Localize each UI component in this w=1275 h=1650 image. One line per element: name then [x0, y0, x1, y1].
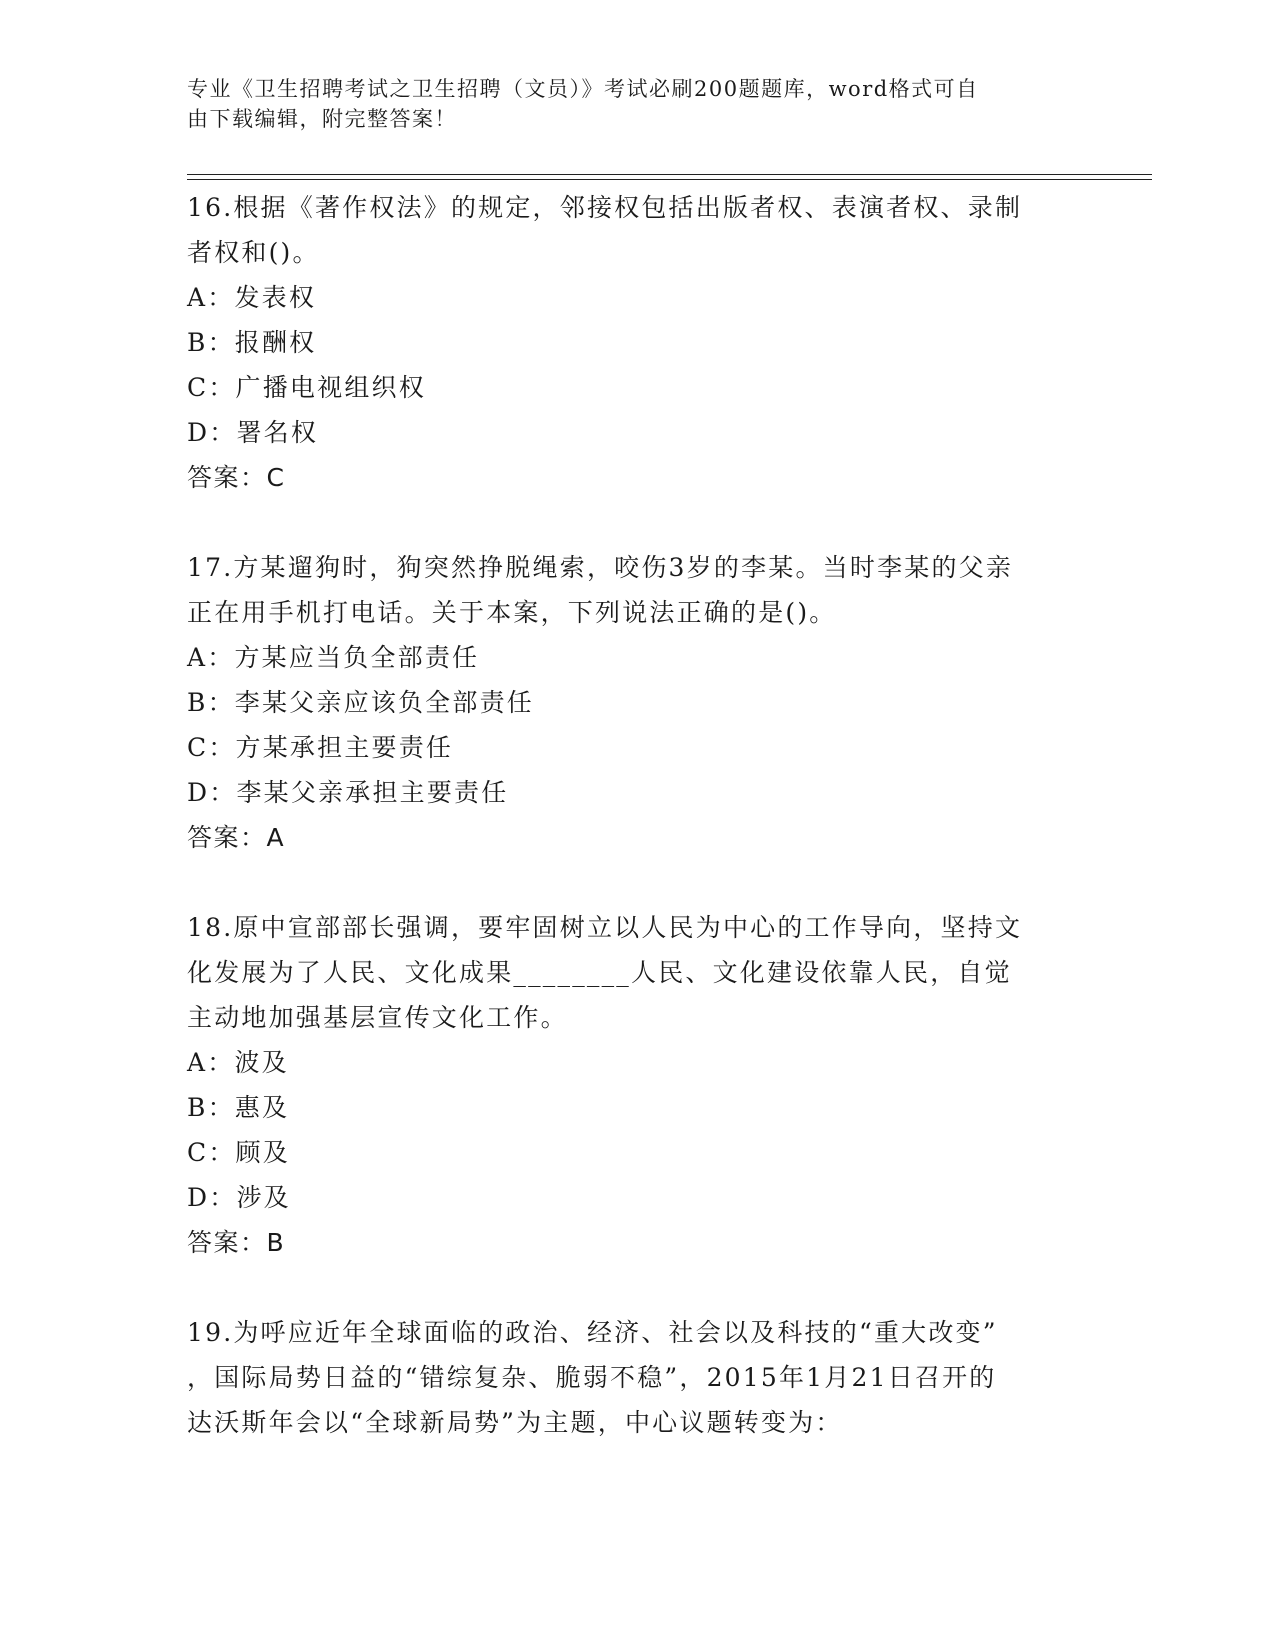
option-a: A：波及 [187, 1048, 289, 1077]
option-c: C：方某承担主要责任 [187, 733, 454, 762]
stem-line: 18.原中宣部部长强调，要牢固树立以人民为中心的工作导向，坚持文 [187, 913, 1023, 942]
question-19 [187, 1310, 1087, 1445]
question-stem [187, 1310, 1087, 1445]
stem-line: 主动地加强基层宣传文化工作。 [187, 1003, 568, 1032]
question-stem [187, 545, 1087, 635]
question-16 [187, 185, 1087, 501]
option-a: A：发表权 [187, 283, 317, 312]
question-stem [187, 185, 1087, 275]
option-a: A：方某应当负全部责任 [187, 643, 480, 672]
question-stem [187, 905, 1087, 1040]
option-b: B：李某父亲应该负全部责任 [187, 688, 534, 717]
stem-line: 者权和()。 [187, 238, 320, 267]
option-b: B：报酬权 [187, 328, 317, 357]
option-b: B：惠及 [187, 1093, 290, 1122]
stem-line: ，国际局势日益的“错综复杂、脆弱不稳”，2015年1月21日召开的 [187, 1363, 997, 1392]
document-header [187, 74, 1067, 134]
answer: 答案：C [187, 463, 286, 492]
option-c: C：顾及 [187, 1138, 290, 1167]
stem-line: 16.根据《著作权法》的规定，邻接权包括出版者权、表演者权、录制 [187, 193, 1023, 222]
header-rule-bottom [187, 179, 1152, 180]
option-d: D：李某父亲承担主要责任 [187, 778, 509, 807]
stem-line: 19.为呼应近年全球面临的政治、经济、社会以及科技的“重大改变” [187, 1318, 998, 1347]
header-rule-top [187, 174, 1152, 175]
stem-line: 化发展为了人民、文化成果________人民、文化建设依靠人民，自觉 [187, 958, 1012, 987]
option-d: D：涉及 [187, 1183, 291, 1212]
stem-line: 达沃斯年会以“全球新局势”为主题，中心议题转变为： [187, 1408, 843, 1437]
answer: 答案：B [187, 1228, 286, 1257]
header-line-2: 由下载编辑，附完整答案！ [187, 107, 457, 131]
answer: 答案：A [187, 823, 286, 852]
option-c: C：广播电视组织权 [187, 373, 426, 402]
header-line-1: 专业《卫生招聘考试之卫生招聘（文员）》考试必刷200题题库，word格式可自 [187, 77, 979, 101]
stem-line: 17.方某遛狗时，狗突然挣脱绳索，咬伤3岁的李某。当时李某的父亲 [187, 553, 1014, 582]
question-17 [187, 545, 1087, 861]
option-d: D：署名权 [187, 418, 319, 447]
stem-line: 正在用手机打电话。关于本案，下列说法正确的是()。 [187, 598, 837, 627]
question-18 [187, 905, 1087, 1266]
